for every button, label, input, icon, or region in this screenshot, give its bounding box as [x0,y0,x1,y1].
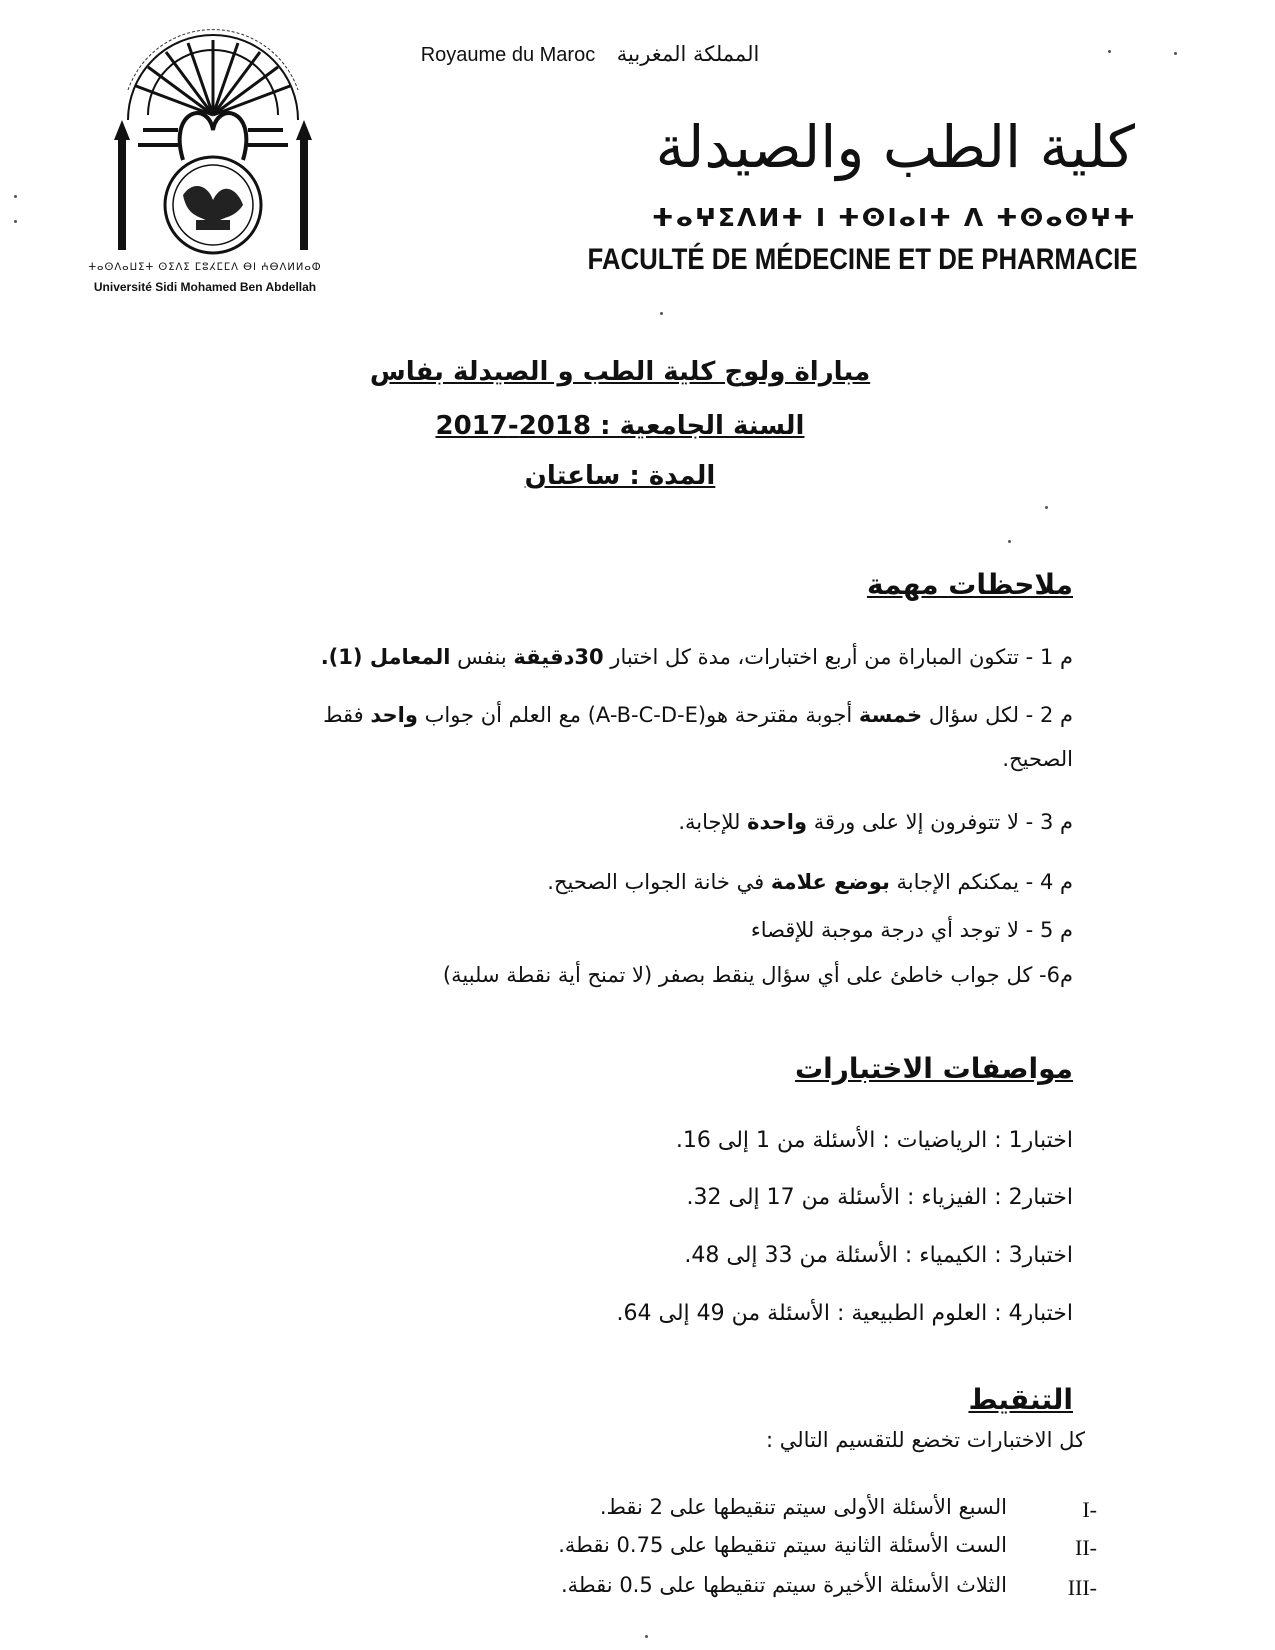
university-name-tifinagh: ⵜⴰⵙⴷⴰⵡⵉⵜ ⵙⵉⴷⵉ ⵎⵓⵃⵎⵎⴷ ⴱⵏ ⵄⴱⴷⵍⵍⴰⵀ [88,262,322,273]
scoring-numeral: I- [1082,1497,1097,1522]
note-2-end: فقط [323,703,364,727]
note-4-mark: بوضع علامة [770,870,890,894]
note-3-single: واحدة [747,810,808,834]
notes-heading: ملاحظات مهمة [866,568,1073,601]
exam-title: مباراة ولوج كلية الطب و الصيدلة بفاس [369,357,871,387]
note-5: م 5 - لا توجد أي درجة موجبة للإقصاء [750,918,1073,942]
scoring-rule: الثلاث الأسئلة الأخيرة سيتم تنقيطها على 0.5 نقطة. [561,1573,1007,1597]
faculty-name-french: FACULTÉ DE MÉDECINE ET DE PHARMACIE [587,243,1137,276]
note-6: م6- كل جواب خاطئ على أي سؤال ينقط بصفر (لا تمنح أية نقطة سلبية) [442,963,1073,987]
note-2-five: خمسة [858,703,923,727]
note-1-text: م 1 - تتكون المباراة من أربع اختبارات، مدة كل اختبار [610,645,1073,669]
university-logo [88,20,338,270]
test-item: اختبار2 : الفيزياء : الأسئلة من 17 إلى 32. [686,1185,1073,1210]
scoring-intro: كل الاختبارات تخضع للتقسيم التالي : [766,1428,1085,1452]
exam-duration: المدة : ساعتان [524,461,716,491]
test-item: اختبار3 : الكيمياء : الأسئلة من 33 إلى 48. [684,1243,1073,1268]
kingdom-ar: المملكة المغربية [616,42,760,66]
note-2-one: واحد [370,703,418,727]
note-2 [323,703,1073,727]
note-1-coefficient: المعامل (1). [320,645,451,669]
note-3-end: للإجابة. [678,810,741,834]
faculty-name-tifinagh: ⵜⴰⵖⵉⴷⵍⵜ ⵏ ⵜⵙⵏⴰⵏⵜ ⴷ ⵜⵙⴰⵙⵖⵜ [651,203,1137,232]
scoring-rule: السبع الأسئلة الأولى سيتم تنقيطها على 2 نقط. [599,1495,1007,1519]
academic-year: السنة الجامعية : 2018-2017 [435,411,805,441]
note-4-text: م 4 - يمكنكم الإجابة [896,870,1073,894]
kingdom-fr: Royaume du Maroc [420,44,596,66]
note-2-mid: أجوبة مقترحة هو(A-B-C-D-E) مع العلم أن جواب [424,703,853,727]
test-item: اختبار1 : الرياضيات : الأسئلة من 1 إلى 16. [675,1128,1073,1153]
note-2-continuation: الصحيح. [1002,747,1073,771]
university-name: Université Sidi Mohamed Ben Abdellah [93,280,317,294]
note-4 [547,870,1073,894]
note-1-mid: بنفس [457,645,507,669]
kingdom-label [360,42,820,67]
note-3-text: م 3 - لا تتوفرون إلا على ورقة [813,810,1073,834]
test-item: اختبار4 : العلوم الطبيعية : الأسئلة من 49 إلى 64. [616,1301,1073,1326]
note-1-duration: 30دقيقة [513,645,604,669]
note-3 [678,810,1073,834]
scoring-numeral: II- [1075,1535,1097,1560]
tests-heading: مواصفات الاختبارات [795,1052,1073,1085]
faculty-name-arabic: كلية الطب والصيدلة [655,113,1135,181]
scoring-rule: الست الأسئلة الثانية سيتم تنقيطها على 0.75 نقطة. [558,1533,1007,1557]
note-4-end: في خانة الجواب الصحيح. [547,870,765,894]
note-1 [321,645,1073,669]
scoring-numeral: III- [1067,1575,1097,1600]
scoring-heading: التنقيط [968,1383,1073,1416]
note-2-text: م 2 - لكل سؤال [928,703,1073,727]
